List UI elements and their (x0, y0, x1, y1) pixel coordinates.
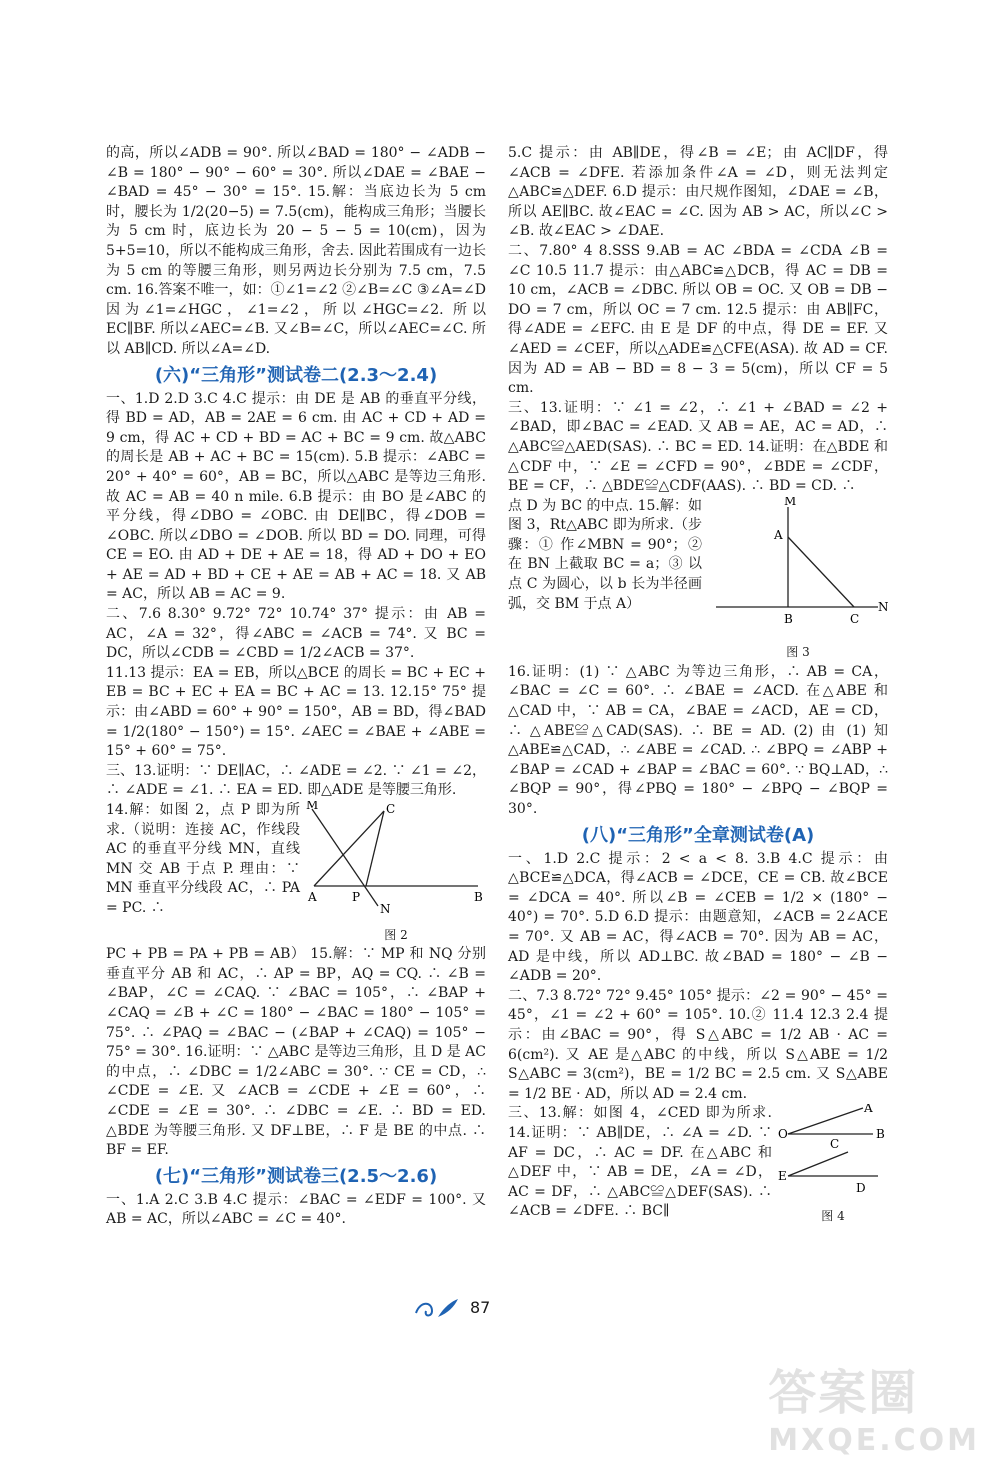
answer-paragraph: 二、7.80° 4 8.SSS 9.AB = AC ∠BDA = ∠CDA ∠B = ∠C 10.5 11.7 提示：由△ABC≌△DCB，得 AC = DB = 10 cm，∠ACB = ∠DBC. 所以 OB = OC. 又 OB = DB − DO = 7 cm，所以 OC = 7 cm. 12.5 提示：由 AB∥FC，得∠ADE = ∠EFC. 由 E 是 DF 的中点，得 DE = EF. 又∠AED = ∠CEF，所以△ADE≌△CFE(ASA). 故 AD = CF. 因为 AD = AB − BD = 8 − 3 = 5(cm)，所以 CF = 5 cm. (508, 242, 888, 397)
svg-text:P: P (352, 890, 361, 904)
swirl-icon (412, 1295, 462, 1323)
answer-paragraph: 三、13.证明：∵ ∠1 = ∠2，∴ ∠1 + ∠BAD = ∠2 + ∠BAD，即∠BAC = ∠EAD. 又 AB = AE，AC = AD，∴ △ABC≌△AED(SAS). ∴ BC = ED. 14.证明：在△BDE 和△CDF 中，∵ ∠E = ∠CFD = 90°，∠BDE = ∠CDF，BE = CF，∴ △BDE≌△CDF(AAS). ∴ BD = CD. ∴ (508, 399, 888, 495)
figure-caption: 图 3 (786, 645, 810, 660)
answer-paragraph: 一、1.A 2.C 3.B 4.C 提示：∠BAC = ∠EDF = 100°. 又 AB = AC，所以∠ABC = ∠C = 40°. (106, 1191, 486, 1228)
svg-text:B: B (876, 1127, 885, 1142)
answer-paragraph: 14.解：如图 2，点 P 即为所求.（说明：连接 AC，作线段 AC 的垂直平分线 MN，直线 MN 交 AB 于点 P. 理由：∵ MN 垂直平分线段 AC，∴ PA = PC. ∴ (106, 802, 300, 916)
svg-text:A: A (774, 527, 783, 542)
figure-4-block (508, 1104, 888, 1226)
svg-text:N: N (878, 599, 888, 614)
svg-text:B: B (784, 611, 793, 626)
answer-paragraph: 一、1.D 2.C 提示：2 < a < 8. 3.B 4.C 提示：由△BCE≌△DCA，得∠ACB = ∠DCE，CE = CB. 故∠BCE = ∠DCA = 40°. 所以∠B = ∠CEB = 1/2 × (180° − 40°) = 70°. 5.D 6.D 提示：由题意知，∠ACB = 2∠ACE = 70°. 又 AB = AC，得∠ACB = 70°. 因为 AB = AC，AD 是中线，所以 AD⊥BC. 故∠BAD = 180° − ∠B − ∠ADB = 20°. (508, 850, 888, 985)
figure-caption: 图 2 (384, 927, 408, 942)
svg-text:C: C (830, 1137, 840, 1152)
figure-3-block (508, 497, 888, 663)
answer-paragraph: 三、13.解：如图 4，∠CED 即为所求. 14.证明：∵ AB∥DE，∴ ∠A = ∠D. ∵ AF = DC，∴ AC = DF. 在△ABC 和△DEF 中，∵ AB = DE，∠A = ∠D，AC = DF，∴ △ABC≌△DEF(SAS). ∴ ∠ACB = ∠DFE. ∴ BC∥ (508, 1105, 772, 1220)
page-number: 87 (470, 1298, 491, 1317)
answer-paragraph: 16.证明：(1) ∵ △ABC 为等边三角形，∴ AB = CA，∠BAC = ∠C = 60°. ∴ ∠BAE = ∠ACD. 在△ABE 和△CAD 中，∵ AB = CA，∠BAE = ∠ACD，AE = CD，∴ △ABE≌△CAD(SAS). ∴ BE = AD. (2) 由 (1) 知△ABE≌△CAD，∴ ∠ABE = ∠CAD. ∴ ∠BPQ = ∠ABP + ∠BAP = ∠CAD + ∠BAP = ∠BAC = 60°. ∵ BQ⊥AD，∴ ∠BQP = 90°，得∠PBQ = 180° − ∠BPQ − ∠BQP = 30°. (508, 663, 888, 818)
figure-2-diagram (306, 801, 486, 919)
left-column (106, 144, 486, 1230)
figure-3-diagram (708, 497, 888, 637)
svg-text:C: C (850, 611, 860, 626)
svg-text:A: A (308, 890, 317, 904)
svg-text:M: M (784, 496, 797, 508)
svg-text:M: M (306, 801, 319, 812)
answer-paragraph: 11.13 提示：EA = EB，所以△BCE 的周长 = BC + EC + EB = BC + EC + EA = BC + AC = 13. 12.15° 75° 提示：由∠ABD = 60° + 90° = 150°，AB = BD，得∠BAD = 1/2(180° − 150°) = 15°. ∠AEC = ∠BAE + ∠ABE = 15° + 60° = 75°. (106, 664, 486, 760)
watermark-cn: 答案圈 (768, 1365, 919, 1421)
watermark-en: MXQE.COM (768, 1423, 980, 1458)
svg-text:N: N (380, 902, 391, 916)
answer-paragraph: PC + PB = PA + PB = AB） 15.解：∵ MP 和 NQ 分别垂直平分 AB 和 AC，∴ AP = BP，AQ = CQ. ∴ ∠B = ∠BAP，∠C = ∠CAQ. ∵ ∠BAC = 105°，∴ ∠BAP + ∠CAQ = ∠B + ∠C = 180° − ∠BAC = 180° − 105° = 75°. ∴ ∠PAQ = ∠BAC − (∠BAP + ∠CAQ) = 105° − 75° = 30°. 16.证明：∵ △ABC 是等边三角形，且 D 是 AC 的中点，∴ ∠DBC = 1/2∠ABC = 30°. ∵ CE = CD，∴ ∠CDE = ∠E. 又 ∠ACB = ∠CDE + ∠E = 60°，∴ ∠CDE = ∠E = 30°. ∴ ∠DBC = ∠E. ∴ BD = ED. △BDE 为等腰三角形. 又 DF⊥BE，∴ F 是 BE 的中点. ∴ BF = EF. (106, 946, 486, 1159)
answer-paragraph: 二、7.6 8.30° 9.72° 72° 10.74° 37° 提示：由 AB = AC，∠A = 32°，得∠ABC = ∠ACB = 74°. 又 BC = DC，所以∠CDB = ∠CBD = 1/2∠ACB = 37°. (106, 606, 486, 662)
answer-paragraph: 三、13.证明：∵ DE∥AC，∴ ∠ADE = ∠2. ∵ ∠1 = ∠2，∴ ∠ADE = ∠1. ∴ EA = ED. 即△ADE 是等腰三角形. (106, 762, 486, 799)
answer-paragraph: 的高，所以∠ADB = 90°. 所以∠BAD = 180° − ∠ADB − ∠B = 180° − 90° − 60° = 30°. 所以∠DAE = ∠BAE − ∠BAD = 45° − 30° = 15°. 15.解：当底边长为 5 cm 时，腰长为 1/2(20−5) = 7.5(cm)，能构成三角形；当腰长为 5 cm 时，底边长为 20 − 5 − 5 = 10(cm)，因为 5+5=10，所以不能构成三角形，舍去. 因此若围成有一边长为 5 cm 的等腰三角形，则另两边长分别为 7.5 cm，7.5 cm. 16.答案不唯一，如：①∠1=∠2 ②∠B=∠C ③∠A=∠D 因为∠1=∠HGC，∠1=∠2，所以∠HGC=∠2. 所以 EC∥BF. 所以∠AEC=∠B. 又∠B=∠C，所以∠AEC=∠C. 所以 AB∥CD. 所以∠A=∠D. (106, 145, 486, 357)
svg-text:B: B (474, 890, 483, 904)
figure-4-diagram (778, 1104, 888, 1200)
answer-paragraph: 点 D 为 BC 的中点. 15.解：如图 3，Rt△ABC 即为所求.（步骤：① 作∠MBN = 90°；② 在 BN 上截取 BC = a；③ 以点 C 为圆心，以 b 长为半径画弧，交 BM 于点 A） (508, 497, 702, 612)
svg-text:D: D (856, 1181, 866, 1196)
svg-text:C: C (386, 802, 396, 816)
section-heading-7: (七)“三角形”测试卷三(2.5～2.6) (154, 1165, 438, 1187)
svg-text:E: E (778, 1169, 787, 1184)
figure-4 (778, 1104, 888, 1226)
figure-caption: 图 4 (821, 1208, 845, 1223)
svg-text:O: O (778, 1127, 788, 1142)
section-heading-8: (八)“三角形”全章测试卷(A) (581, 824, 815, 846)
right-column (508, 144, 888, 1227)
section-heading-6: (六)“三角形”测试卷二(2.3～2.4) (154, 364, 438, 386)
watermark (768, 1354, 980, 1458)
svg-text:A: A (864, 1104, 873, 1116)
answer-paragraph: 5.C 提示：由 AB∥DE，得∠B = ∠E；由 AC∥DF，得∠ACB = ∠DFE. 若添加条件∠A = ∠D，则无法判定△ABC≌△DEF. 6.D 提示：由尺规作图知，∠DAE = ∠B，所以 AE∥BC. 故∠EAC = ∠C. 因为 AB > AC，所以∠C > ∠B. 故∠EAC > ∠DAE. (508, 145, 888, 240)
answer-paragraph: 一、1.D 2.D 3.C 4.C 提示：由 DE 是 AB 的垂直平分线，得 BD = AD，AB = 2AE = 6 cm. 由 AC + CD + AD = 9 cm，得 AC + CD + BD = AC + BC = 9 cm. 故△ABC 的周长是 AB + AC + BC = 15(cm). 5.B 提示：∠ABC = 20° + 40° = 60°，AB = BC，所以△ABC 是等边三角形. 故 AC = AB = 40 n mile. 6.B 提示：由 BO 是∠ABC 的平分线，得∠DBO = ∠OBC. 由 DE∥BC，得∠DOB = ∠OBC. 所以∠DBO = ∠DOB. 所以 BD = DO. 同理，可得 CE = EO. 由 AD + DE + AE = 18，得 AD + DO + EO + AE = AD + BD + CE + AE = AB + AC = 18. 又 AB = AC，所以 AB = AC = 9. (106, 390, 486, 603)
answer-paragraph: 二、7.3 8.72° 72° 9.45° 105° 提示：∠2 = 90° − 45° = 45°，∠1 = ∠2 + 60° = 105°. 10.② 11.4 12.3 2.4 提示：由∠BAC = 90°，得 S△ABC = 1/2 AB · AC = 6(cm²). 又 AE 是△ABC 的中线，所以 S△ABE = 1/2 S△ABC = 3(cm²)，BE = 1/2 BC = 2.5 cm. 又 S△ABE = 1/2 BE · AD，所以 AD = 2.4 cm. (508, 987, 888, 1102)
figure-2-block (106, 801, 486, 945)
figure-2 (306, 801, 486, 945)
figure-3 (708, 497, 888, 663)
